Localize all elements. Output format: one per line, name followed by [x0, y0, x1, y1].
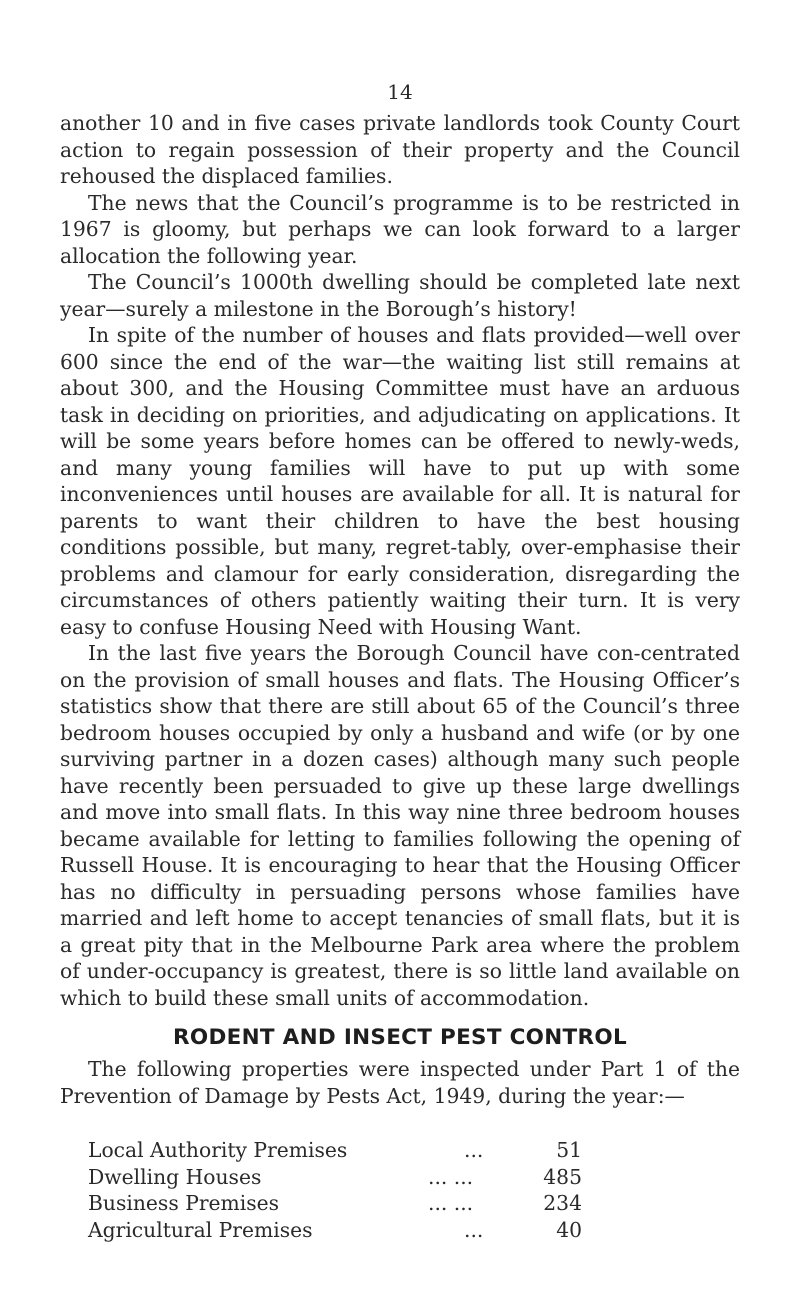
table-row — [88, 1137, 582, 1164]
paragraph: The Council’s 1000th dwelling should be completed late next year—surely a milestone in the Borough’s history! — [60, 270, 740, 321]
paragraph: The news that the Council’s programme is to be restricted in 1967 is gloomy, but perhaps we can look forward to a larger allocation the following year. — [60, 190, 740, 268]
row-value: 51 — [556, 1138, 582, 1162]
row-label: Business Premises — [88, 1191, 280, 1215]
row-value: 40 — [556, 1217, 582, 1242]
row-value: 234 — [543, 1191, 582, 1215]
table-row — [88, 1164, 582, 1191]
row-label: Dwelling Houses — [88, 1164, 262, 1189]
section-heading: RODENT AND INSECT PEST CONTROL — [173, 1025, 627, 1050]
section-intro: The following properties were inspected under Part 1 of the Prevention of Damage by Pests Act, 1949, during the year:— — [60, 1057, 740, 1108]
body-text — [60, 110, 740, 1011]
paragraph: In spite of the number of houses and flats provided—well over 600 since the end of the war—the waiting list still remains at about 300, and the Housing Committee must have an arduous task in deciding on priorities, and adjudicating on applications. It will be some years before homes can be offered to newly-weds, and many young families will have to put up with some inconveniences until houses are available for all. It is natural for parents to want their children to have the best housing conditions possible, but many, regret-tably, over-emphasise their problems and clamour for early consideration, disregarding the circumstances of others patiently waiting their turn. It is very easy to confuse Housing Need with Housing Want. — [60, 323, 740, 639]
paragraph: In the last five years the Borough Council have con-centrated on the provision of small houses and flats. The Housing Officer’s statistics show that there are still about 65 of the Council’s three bedroom houses occupied by only a husband and wife (or by one surviving partner in a dozen cases) although many such people have recently been persuaded to give up these large dwellings and move into small flats. In this way nine three bedroom houses became available for letting to families following the opening of Russell House. It is encouraging to hear that the Housing Officer has no difficulty in persuading persons whose families have married and left home to accept tenancies of small flats, but it is a great pity that in the Melbourne Park area where the problem of under-occupancy is greatest, there is so little land available on which to build these small units of accommodation. — [60, 641, 740, 1010]
table-row — [88, 1217, 582, 1244]
table-row — [88, 1190, 582, 1217]
row-leader-dots: ... ... — [428, 1191, 474, 1215]
page-number: 14 — [387, 80, 413, 104]
row-leader-dots: ... — [464, 1217, 484, 1242]
row-leader-dots: ... ... — [428, 1164, 474, 1189]
row-label: Local Authority Premises — [88, 1138, 348, 1162]
row-leader-dots: ... — [464, 1138, 484, 1162]
row-label: Agricultural Premises — [88, 1217, 313, 1242]
paragraph: another 10 and in five cases private landlords took County Court action to regain possession of their property and the Council rehoused the displaced families. — [60, 111, 740, 188]
premises-table — [88, 1137, 582, 1243]
row-value: 485 — [543, 1164, 582, 1189]
